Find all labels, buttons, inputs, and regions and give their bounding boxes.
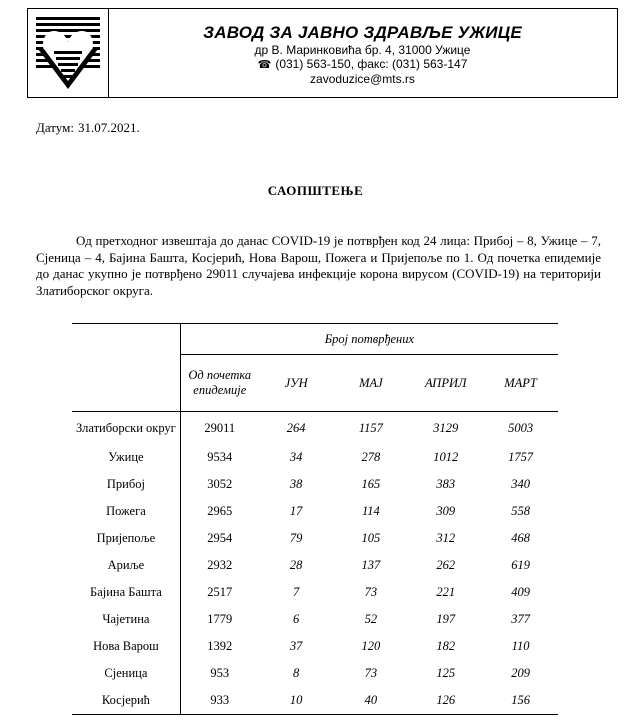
- cell-month: 468: [511, 531, 530, 545]
- table-row: [72, 687, 558, 715]
- cell-total: 2932: [180, 552, 258, 579]
- cell-month: 10: [259, 687, 334, 715]
- logo-box: [28, 9, 109, 97]
- cell-month: 8: [292, 666, 300, 680]
- document-title: САОПШТЕЊЕ: [267, 183, 364, 198]
- cell-total: 1779: [180, 606, 258, 633]
- cell-month: 309: [436, 504, 456, 518]
- table-row: [72, 525, 558, 552]
- cell-month: 262: [436, 558, 456, 572]
- municipality-name: Нова Варош: [93, 639, 159, 653]
- date-label: Датум:: [36, 120, 74, 135]
- cell-month: 1012: [433, 450, 459, 464]
- municipality-name: Пожега: [106, 504, 146, 518]
- cell-month: 3129: [408, 412, 483, 445]
- cell-month: 17: [289, 504, 303, 518]
- cell-month: 264: [259, 412, 334, 445]
- cell-month: 197: [436, 612, 456, 626]
- cell-total: 29011: [180, 412, 258, 445]
- municipality-name: Ужице: [108, 450, 144, 464]
- table-row: [72, 633, 558, 660]
- cell-month: 209: [511, 666, 530, 680]
- table-row: [72, 660, 558, 687]
- cell-month: 110: [511, 639, 530, 653]
- cell-month: 28: [289, 558, 303, 572]
- table-row: [72, 552, 558, 579]
- cell-month: 340: [511, 477, 530, 491]
- table-row-total: [72, 412, 558, 445]
- cell-month: 114: [361, 504, 380, 518]
- cell-month: 38: [289, 477, 303, 491]
- cell-month: 6: [292, 612, 300, 626]
- org-phones: (031) 563-150, факс: (031) 563-147: [275, 57, 468, 71]
- district-name: Златиборски округ: [72, 412, 180, 445]
- cell-month: 52: [364, 612, 378, 626]
- municipality-name: Ариље: [107, 558, 145, 572]
- table-row: [72, 471, 558, 498]
- municipality-name: Бајина Башта: [90, 585, 162, 599]
- cell-total: 9534: [180, 444, 258, 471]
- municipality-name: Чајетина: [102, 612, 150, 626]
- column-header: АПРИЛ: [424, 375, 467, 390]
- cell-month: 619: [511, 558, 530, 572]
- cell-total: 2965: [180, 498, 258, 525]
- cell-total: 933: [180, 687, 258, 715]
- cell-month: 156: [483, 687, 558, 715]
- cell-month: 79: [289, 531, 303, 545]
- municipality-name: Прибој: [106, 477, 145, 491]
- date-value: 31.07.2021.: [77, 120, 140, 135]
- column-header: Од почетка епидемије: [180, 355, 258, 412]
- org-email[interactable]: zavoduzice@mts.rs: [310, 72, 415, 86]
- org-info: [108, 9, 617, 97]
- cell-month: 312: [436, 531, 456, 545]
- cell-total: 3052: [180, 471, 258, 498]
- cell-month: 409: [511, 585, 530, 599]
- cell-month: 126: [408, 687, 483, 715]
- column-header: МАРТ: [504, 375, 537, 390]
- cell-total: 2517: [180, 579, 258, 606]
- cases-table: [72, 323, 558, 715]
- heart-stripes-logo-icon: [36, 15, 100, 91]
- document-date: [36, 120, 140, 136]
- table-row: [72, 498, 558, 525]
- cell-month: 40: [334, 687, 409, 715]
- column-header: МАЈ: [359, 375, 383, 390]
- cell-month: 37: [289, 639, 303, 653]
- org-phones-line: [108, 57, 617, 72]
- cell-month: 34: [289, 450, 303, 464]
- cell-month: 7: [292, 585, 300, 599]
- cell-total: 2954: [180, 525, 258, 552]
- cell-month: 1757: [508, 450, 534, 464]
- cell-month: 73: [364, 666, 378, 680]
- table-row: [72, 579, 558, 606]
- group-header: Број потврђених: [180, 324, 558, 355]
- table-column-header-row: [72, 355, 558, 412]
- org-name: ЗАВОД ЗА ЈАВНО ЗДРАВЉЕ УЖИЦЕ: [203, 23, 522, 42]
- cell-month: 120: [361, 639, 381, 653]
- cell-month: 377: [511, 612, 530, 626]
- table-body: [72, 444, 558, 715]
- table-group-header-row: [72, 324, 558, 355]
- table-row: [72, 606, 558, 633]
- municipality-name: Косјерић: [72, 687, 180, 715]
- org-address: др В. Маринковића бр. 4, 31000 Ужице: [254, 43, 471, 57]
- cell-month: 137: [361, 558, 381, 572]
- cell-month: 105: [361, 531, 381, 545]
- cell-month: 1157: [334, 412, 409, 445]
- cell-month: 73: [364, 585, 378, 599]
- column-header: ЈУН: [284, 375, 308, 390]
- cell-month: 5003: [483, 412, 558, 445]
- cell-month: 558: [511, 504, 530, 518]
- cell-month: 182: [436, 639, 456, 653]
- cell-month: 383: [436, 477, 456, 491]
- table-row: [72, 444, 558, 471]
- telephone-icon: ☎: [257, 59, 272, 71]
- letterhead: [27, 8, 618, 98]
- cell-total: 1392: [180, 633, 258, 660]
- municipality-name: Пријепоље: [96, 531, 156, 545]
- cell-month: 221: [436, 585, 456, 599]
- cell-total: 953: [180, 660, 258, 687]
- cell-month: 278: [361, 450, 381, 464]
- announcement-paragraph: Од претходног извештаја до данас COVID-19 је потврђен код 24 лица: Прибој – 8, Ужице – 7, Сјеница – 4, Бајина Башта, Косјерић, Нова Варош, Пожега и Пријепоље по 1. Од почетка епидемије до данас укупно је потврђено 29011 случајева инфекције корона вирусом (COVID-19) на територији Златиборског округа.: [36, 233, 601, 298]
- municipality-name: Сјеница: [104, 666, 148, 680]
- cell-month: 125: [436, 666, 456, 680]
- table-corner-cell: [72, 324, 180, 355]
- table-corner-cell-2: [72, 355, 180, 412]
- cell-month: 165: [361, 477, 381, 491]
